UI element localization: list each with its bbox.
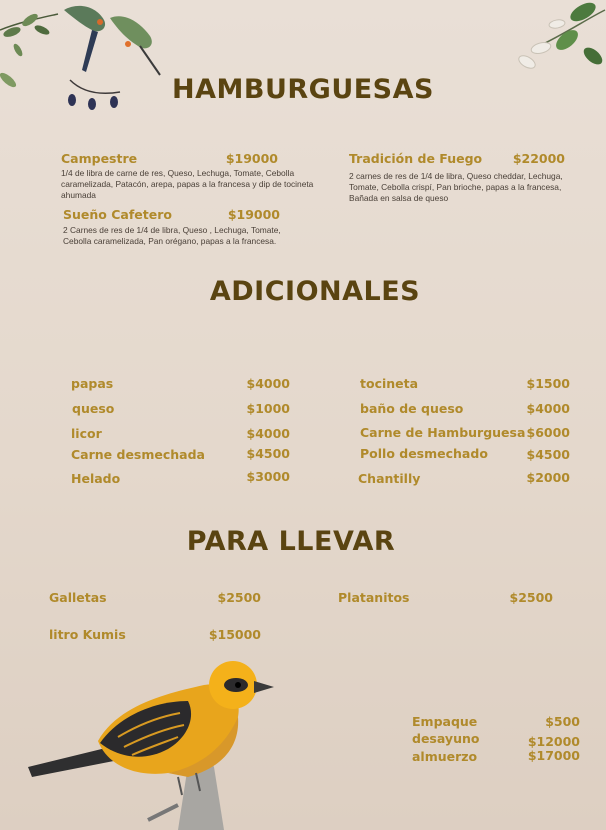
item-name: Helado [71,471,121,486]
leaves-illustration [505,0,606,80]
item-price: $4000 [246,426,290,441]
item-price: $1500 [526,376,570,391]
tanager-bird-illustration [28,655,278,830]
item-name: Carne desmechada [71,447,205,462]
item-name: litro Kumis [49,627,126,642]
item-name: licor [71,426,102,441]
item-price: $2000 [526,470,570,485]
item-price: $500 [545,714,580,729]
item-price: $15000 [208,627,261,642]
section-title-para-llevar: PARA LLEVAR [186,526,396,557]
item-name: tocineta [360,376,419,391]
item-name: Carne de Hamburguesa [360,425,526,440]
item-price: $4000 [246,376,290,391]
item-name: Galletas [49,590,107,605]
item-price: $2500 [509,590,553,605]
item-name: queso [72,401,115,416]
item-description: 1/4 de libra de carne de res, Queso, Lechuga, Tomate, Cebolla caramelizada, Patacón, arepa, papas a la francesa y dip de tocineta ahumada [61,168,314,201]
item-price: $1000 [246,401,290,416]
item-name: Pollo desmechado [360,446,488,461]
item-name: Empaque [412,714,478,729]
item-name: Sueño Cafetero [63,207,172,222]
item-name: Tradición de Fuego [349,151,483,166]
item-price: $6000 [526,425,570,440]
item-name: Chantilly [358,471,421,486]
item-price: $19000 [227,207,280,222]
item-description: 2 carnes de res de 1/4 de libra, Queso cheddar, Lechuga, Tomate, Cebolla crispí, Pan brioche, papas a la francesa, Bañada en salsa de queso [349,171,563,204]
item-name: Campestre [61,151,138,166]
item-price: $4500 [526,447,570,462]
item-description: 2 Carnes de res de 1/4 de libra, Queso , Lechuga, Tomate, Cebolla caramelizada, Pan orégano, papas a la francesa. [63,225,281,247]
item-name: almuerzo [412,749,478,764]
section-title-hamburguesas: HAMBURGUESAS [172,74,434,105]
item-price: $19000 [225,151,278,166]
item-price: $22000 [512,151,565,166]
item-price: $2500 [217,590,261,605]
item-price: $17000 [527,748,580,763]
item-name: desayuno [412,731,480,746]
item-price: $4500 [246,446,290,461]
item-price: $4000 [526,401,570,416]
item-name: baño de queso [360,401,464,416]
item-price: $3000 [246,469,290,484]
item-name: Platanitos [338,590,410,605]
section-title-adicionales: ADICIONALES [209,276,421,307]
item-price: $12000 [527,734,580,749]
item-name: papas [71,376,114,391]
